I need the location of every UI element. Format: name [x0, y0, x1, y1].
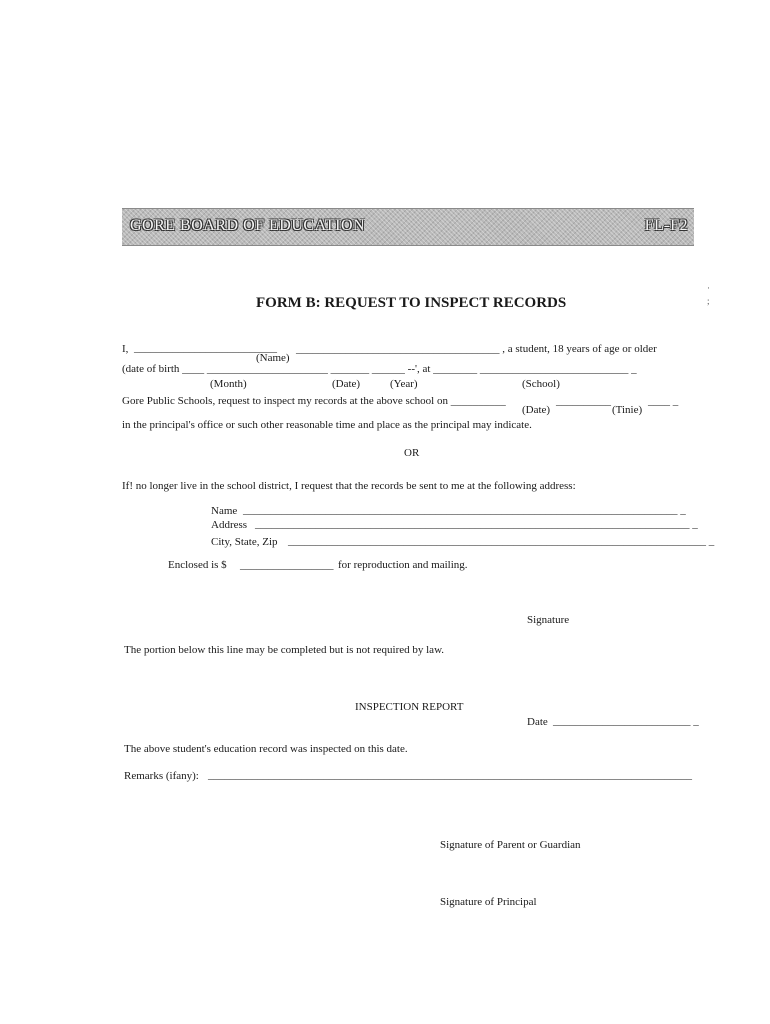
enclosed-label: Enclosed is $	[168, 559, 227, 571]
time-blank[interactable]: __________	[556, 395, 611, 407]
parent-signature-label: Signature of Parent or Guardian	[440, 839, 581, 851]
enclosed-amount-field[interactable]: _________________	[240, 559, 334, 571]
time-end-blank[interactable]: ____ _	[648, 395, 679, 407]
line1-prefix: I,	[122, 343, 129, 355]
name-blank[interactable]: __________________________	[134, 342, 277, 354]
principal-signature-label: Signature of Principal	[440, 896, 537, 908]
letterhead-banner	[122, 208, 694, 246]
city-state-zip-field[interactable]: ____________________________________________________________________________ _	[288, 535, 715, 547]
student-declaration: _____________________________________ , a student, 18 years of age or older	[296, 343, 657, 355]
report-date-label: Date	[527, 716, 548, 728]
month-caption: (Month)	[210, 378, 247, 390]
address-intro: If! no longer live in the school district, I request that the records be sent to me at the following address:	[122, 480, 576, 492]
request-line: Gore Public Schools, request to inspect my records at the above school on __________	[122, 395, 506, 407]
report-date-field[interactable]: _________________________ _	[553, 715, 699, 727]
date-caption: (Date)	[332, 378, 361, 390]
remarks-label: Remarks (ifany):	[124, 770, 199, 782]
city-state-zip-label: City, State, Zip	[211, 536, 278, 548]
or-separator: OR	[404, 447, 420, 459]
inspected-statement: The above student's education record was inspected on this date.	[124, 743, 408, 755]
time-caption: (Tinie)	[612, 404, 643, 416]
scan-mark: ;	[707, 296, 710, 306]
date-of-birth-line[interactable]: (date of birth ____ ______________________ _______ ______ --', at ________ ___________________________ _	[122, 363, 637, 375]
address-field[interactable]: _______________________________________________________________________________ _	[255, 518, 698, 530]
school-caption: (School)	[522, 378, 560, 390]
scan-mark: ·	[707, 283, 710, 293]
name-label: Name	[211, 505, 238, 517]
remarks-field[interactable]: ________________________________________________________________________________________	[208, 769, 692, 781]
signature-label: Signature	[527, 614, 570, 626]
inspection-report-title: INSPECTION REPORT	[355, 701, 464, 713]
year-caption: (Year)	[390, 378, 418, 390]
date-caption-2: (Date)	[522, 404, 551, 416]
address-label: Address	[211, 519, 248, 531]
form-code: FL-F2	[644, 217, 688, 234]
enclosed-suffix: for reproduction and mailing.	[338, 559, 468, 571]
principal-office-line: in the principal's office or such other reasonable time and place as the principal may indicate.	[122, 419, 532, 431]
name-field[interactable]: _______________________________________________________________________________ _	[243, 504, 686, 516]
name-caption: (Name)	[256, 352, 290, 364]
form-title: FORM B: REQUEST TO INSPECT RECORDS	[256, 295, 567, 311]
organization-name: GORE BOARD OF EDUCATION	[130, 217, 366, 234]
optional-portion-note: The portion below this line may be completed but is not required by law.	[124, 644, 445, 656]
